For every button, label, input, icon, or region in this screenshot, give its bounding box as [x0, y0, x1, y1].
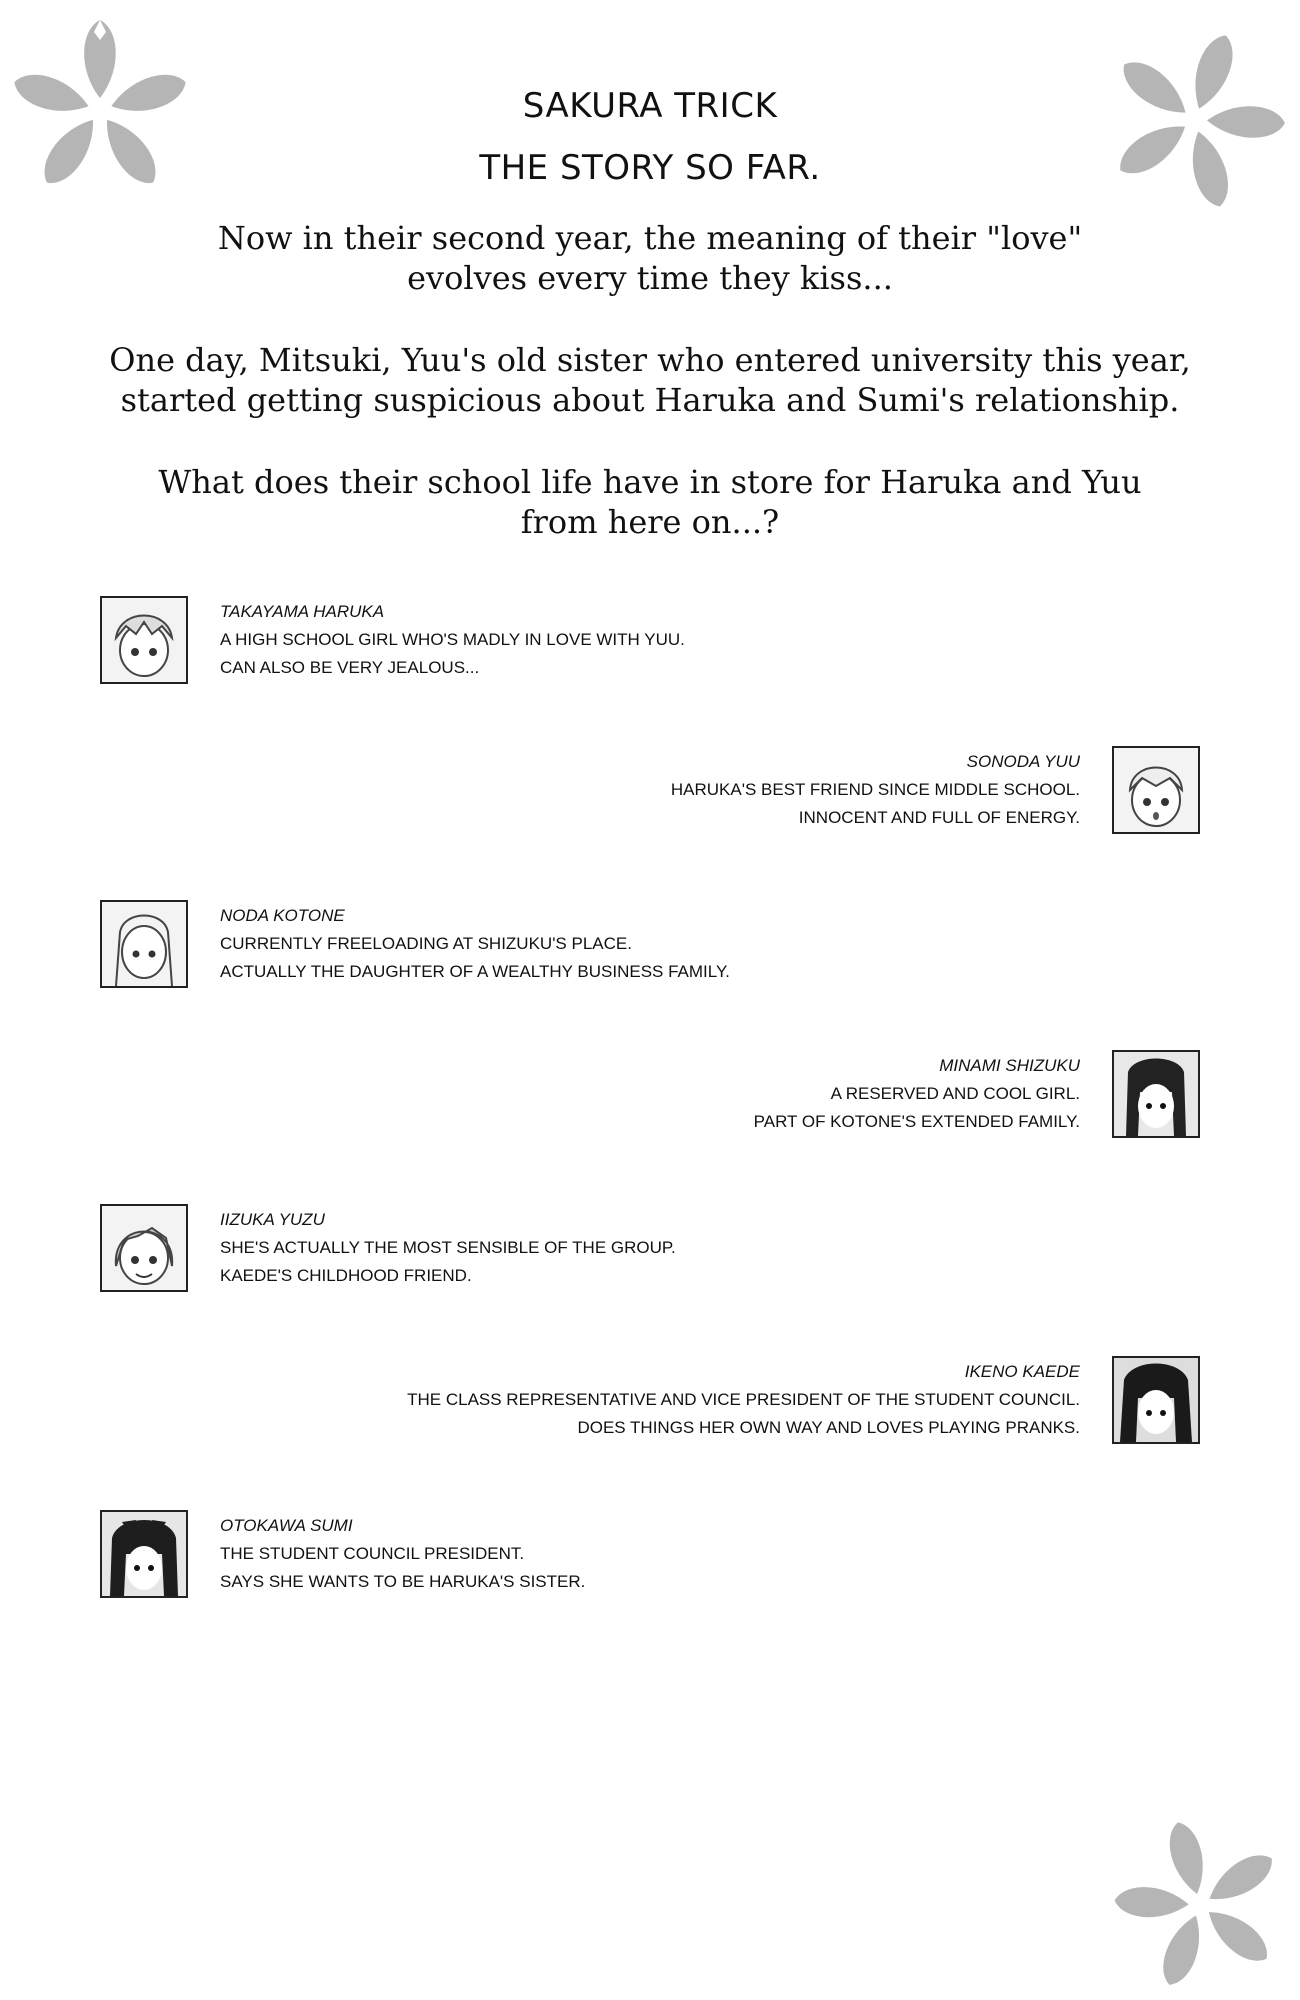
character-name: IIZUKA YUZU: [220, 1210, 325, 1229]
intro-line: One day, Mitsuki, Yuu's old sister who entered university this year,: [109, 341, 1191, 379]
sakura-flower-icon: [1100, 1810, 1300, 2000]
intro-paragraph-2: [80, 340, 1220, 420]
intro-line: from here on...?: [520, 503, 780, 541]
character-description: ACTUALLY THE DAUGHTER OF A WEALTHY BUSINESS FAMILY.: [220, 962, 730, 981]
character-name: TAKAYAMA HARUKA: [220, 602, 385, 621]
character-portrait: [1112, 1050, 1200, 1138]
intro-line: evolves every time they kiss...: [407, 259, 893, 297]
character-name: OTOKAWA SUMI: [220, 1516, 353, 1535]
character-description: KAEDE'S CHILDHOOD FRIEND.: [220, 1266, 472, 1285]
character-entry-yuu: [100, 746, 1200, 836]
character-description: THE CLASS REPRESENTATIVE AND VICE PRESIDENT OF THE STUDENT COUNCIL.: [407, 1390, 1080, 1409]
character-portrait: [100, 1510, 188, 1598]
intro-paragraph-3: [80, 462, 1220, 542]
character-description: PART OF KOTONE'S EXTENDED FAMILY.: [753, 1112, 1080, 1131]
character-entry-yuzu: [100, 1204, 1200, 1294]
character-portrait: [100, 1204, 188, 1292]
character-description: INNOCENT AND FULL OF ENERGY.: [798, 808, 1080, 827]
character-description: SHE'S ACTUALLY THE MOST SENSIBLE OF THE GROUP.: [220, 1238, 676, 1257]
character-name: SONODA YUU: [966, 752, 1080, 771]
intro-line: Now in their second year, the meaning of their "love": [217, 219, 1083, 257]
character-entry-kotone: [100, 900, 1200, 990]
page-subtitle: THE STORY SO FAR.: [479, 148, 821, 188]
character-description: HARUKA'S BEST FRIEND SINCE MIDDLE SCHOOL.: [670, 780, 1080, 799]
character-description: SAYS SHE WANTS TO BE HARUKA'S SISTER.: [220, 1572, 586, 1591]
character-portrait: [100, 900, 188, 988]
character-description: THE STUDENT COUNCIL PRESIDENT.: [220, 1544, 525, 1563]
character-entry-kaede: [100, 1356, 1200, 1446]
character-portrait: [1112, 1356, 1200, 1444]
intro-paragraph-1: [80, 218, 1220, 298]
character-description: CAN ALSO BE VERY JEALOUS...: [220, 658, 480, 677]
character-name: NODA KOTONE: [220, 906, 345, 925]
intro-line: What does their school life have in store for Haruka and Yuu: [158, 463, 1142, 501]
character-entry-shizuku: [100, 1050, 1200, 1140]
intro-line: started getting suspicious about Haruka and Sumi's relationship.: [120, 381, 1180, 419]
character-description: A HIGH SCHOOL GIRL WHO'S MADLY IN LOVE WITH YUU.: [220, 630, 685, 649]
character-name: IKENO KAEDE: [964, 1362, 1080, 1381]
character-portrait: [1112, 746, 1200, 834]
character-description: A RESERVED AND COOL GIRL.: [830, 1084, 1080, 1103]
character-name: MINAMI SHIZUKU: [939, 1056, 1080, 1075]
character-description: DOES THINGS HER OWN WAY AND LOVES PLAYING PRANKS.: [577, 1418, 1080, 1437]
character-entry-haruka: [100, 596, 1200, 686]
character-entry-sumi: [100, 1510, 1200, 1600]
character-description: CURRENTLY FREELOADING AT SHIZUKU'S PLACE.: [220, 934, 632, 953]
page-title: SAKURA TRICK: [522, 86, 778, 126]
character-portrait: [100, 596, 188, 684]
